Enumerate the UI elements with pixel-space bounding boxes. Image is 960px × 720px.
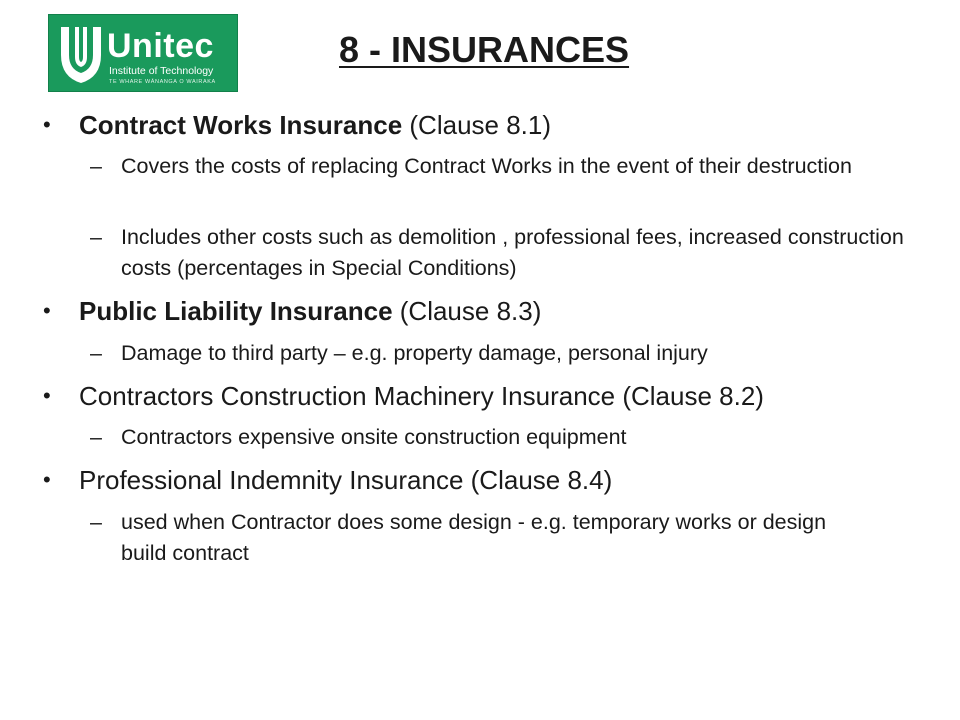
sub-bullet-text: used when Contractor does some design - e.g. temporary works or design build contract [121, 510, 827, 565]
logo-maori-text: TE WHARE WĀNANGA O WAIRAKA [109, 79, 216, 85]
bullet-item-machinery [43, 380, 764, 412]
sub-bullet-item [90, 507, 861, 569]
dash-icon: – [90, 154, 102, 178]
sub-bullet-item [90, 422, 911, 453]
dash-icon: – [90, 510, 102, 534]
sub-bullet-item [90, 222, 911, 284]
slide-title: 8 - INSURANCES [339, 29, 630, 70]
bullet-text: (Clause 8.1) [402, 110, 552, 140]
bullet-item-public-liability [43, 295, 542, 327]
unitec-shield-icon [57, 21, 105, 87]
bullet-bold-text: Public Liability Insurance [79, 296, 393, 326]
bullet-icon: • [43, 467, 51, 492]
sub-bullet-item [90, 151, 911, 182]
sub-bullet-item [90, 338, 911, 369]
bullet-icon: • [43, 298, 51, 323]
sub-bullet-text: Includes other costs such as demolition , professional fees, increased construction costs (percentages in Special Conditions) [121, 225, 904, 280]
bullet-item-professional-indemnity [43, 464, 613, 496]
bullet-icon: • [43, 112, 51, 137]
sub-bullet-text: Contractors expensive onsite construction equipment [121, 425, 627, 449]
bullet-text: Professional Indemnity Insurance (Clause 8.4) [79, 465, 613, 495]
bullet-text: (Clause 8.3) [392, 296, 542, 326]
bullet-item-contract-works [43, 109, 552, 141]
dash-icon: – [90, 225, 102, 249]
dash-icon: – [90, 425, 102, 449]
bullet-icon: • [43, 383, 51, 408]
logo-subtitle: Institute of Technology [109, 65, 214, 77]
dash-icon: – [90, 341, 102, 365]
sub-bullet-text: Damage to third party – e.g. property damage, personal injury [121, 341, 708, 365]
bullet-bold-text: Contract Works Insurance [79, 110, 403, 140]
bullet-text: Contractors Construction Machinery Insurance (Clause 8.2) [79, 381, 764, 411]
sub-bullet-text: Covers the costs of replacing Contract Works in the event of their destruction [121, 154, 852, 178]
unitec-logo [48, 14, 238, 92]
logo-name: Unitec [107, 27, 214, 65]
